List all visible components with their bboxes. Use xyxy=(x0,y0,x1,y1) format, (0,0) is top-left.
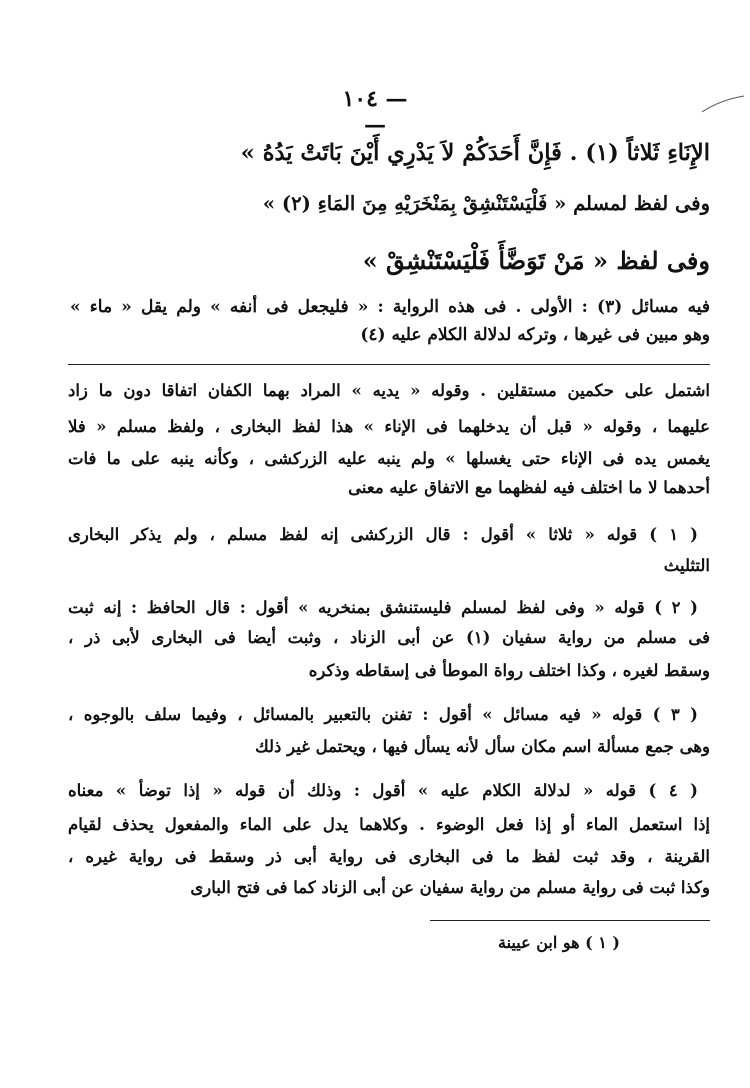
commentary-intro-line-4: أحدهما لا ما اختلف فيه لفظهما مع الاتفاق عليه معنى xyxy=(348,478,710,497)
note-4-line-3: القرينة ، وقد ثبت لفظ ما فى البخارى فى رواية أبى ذر وسقط فى رواية غيره ، xyxy=(68,847,710,866)
commentary-intro-line-3: يغمس يده فى الإناء حتى يغسلها » ولم ينبه عليه الزركشى ، وكأنه ينبه على ما فات xyxy=(68,449,710,468)
note-2-line-3: وسقط لغيره ، وكذا اختلف رواة الموطأ فى إسقاطه وذكره xyxy=(308,661,710,680)
margin-pen-mark xyxy=(700,94,746,114)
commentary-intro-line-1: اشتمل على حكمين مستقلين . وقوله « يديه » المراد بهما الكفان اتفاقا دون ما زاد xyxy=(68,381,710,400)
footnote-divider xyxy=(430,920,710,921)
note-3-line-2: وهى جمع مسألة اسم مكان سأل لأنه يسأل فيها ، ويحتمل غير ذلك xyxy=(255,737,710,756)
page-number: — ١٠٤ — xyxy=(342,86,408,138)
commentary-intro-line-2: عليهما ، وقوله « قبل أن يدخلهما فى الإناء » هذا لفظ البخارى ، ولفظ مسلم « فلا xyxy=(68,417,710,436)
note-1-line-2: التثليث xyxy=(663,556,710,575)
hadith-line-2: وفى لفظ لمسلم « فَلْيَسْتَنْشِقْ بِمَنْخَرَيْهِ مِنَ المَاءِ (٢) » xyxy=(262,192,710,215)
main-line-4: فيه مسائل (٣) : الأولى . فى هذه الرواية : « فليجعل فى أنفه » ولم يقل « ماء » xyxy=(70,297,711,317)
footnote-1: ( ١ ) هو ابن عيينة xyxy=(498,933,620,952)
hadith-line-1: الإِنَاءِ ثَلاثاً (١) . فَإِنَّ أَحَدَكُمْ لاَ يَدْرِي أَيْنَ بَاتَتْ يَدُهُ » xyxy=(240,140,710,166)
note-2-line-1: ( ٢ ) قوله « وفى لفظ لمسلم فليستنشق بمنخريه » أقول : قال الحافظ : إنه ثبت xyxy=(68,598,698,617)
note-1-line-1: ( ١ ) قوله « ثلاثا » أقول : قال الزركشى إنه لفظ مسلم ، ولم يذكر البخارى xyxy=(68,525,698,544)
section-divider xyxy=(68,364,710,365)
note-2-line-2: فى مسلم من رواية سفيان (١) عن أبى الزناد ، وثبت أيضا فى البخارى لأبى ذر ، xyxy=(68,628,710,647)
note-3-line-1: ( ٣ ) قوله « فيه مسائل » أقول : تفنن بالتعبير بالمسائل ، وفيما سلف بالوجوه ، xyxy=(68,705,698,724)
main-line-5: وهو مبين فى غيرها ، وتركه لدلالة الكلام عليه (٤) xyxy=(360,325,710,345)
hadith-line-3: وفى لفظ « مَنْ تَوَضَّأَ فَلْيَسْتَنْشِقْ » xyxy=(362,246,710,275)
note-4-line-2: إذا استعمل الماء أو إذا فعل الوضوء . وكلاهما يدل على الماء والمفعول يحذف لقيام xyxy=(68,815,710,834)
note-4-line-4: وكذا ثبت فى رواية مسلم من رواية سفيان عن أبى الزناد كما فى فتح البارى xyxy=(190,878,710,897)
note-4-line-1: ( ٤ ) قوله « لدلالة الكلام عليه » أقول : وذلك أن قوله « إذا توضأ » معناه xyxy=(68,781,698,800)
